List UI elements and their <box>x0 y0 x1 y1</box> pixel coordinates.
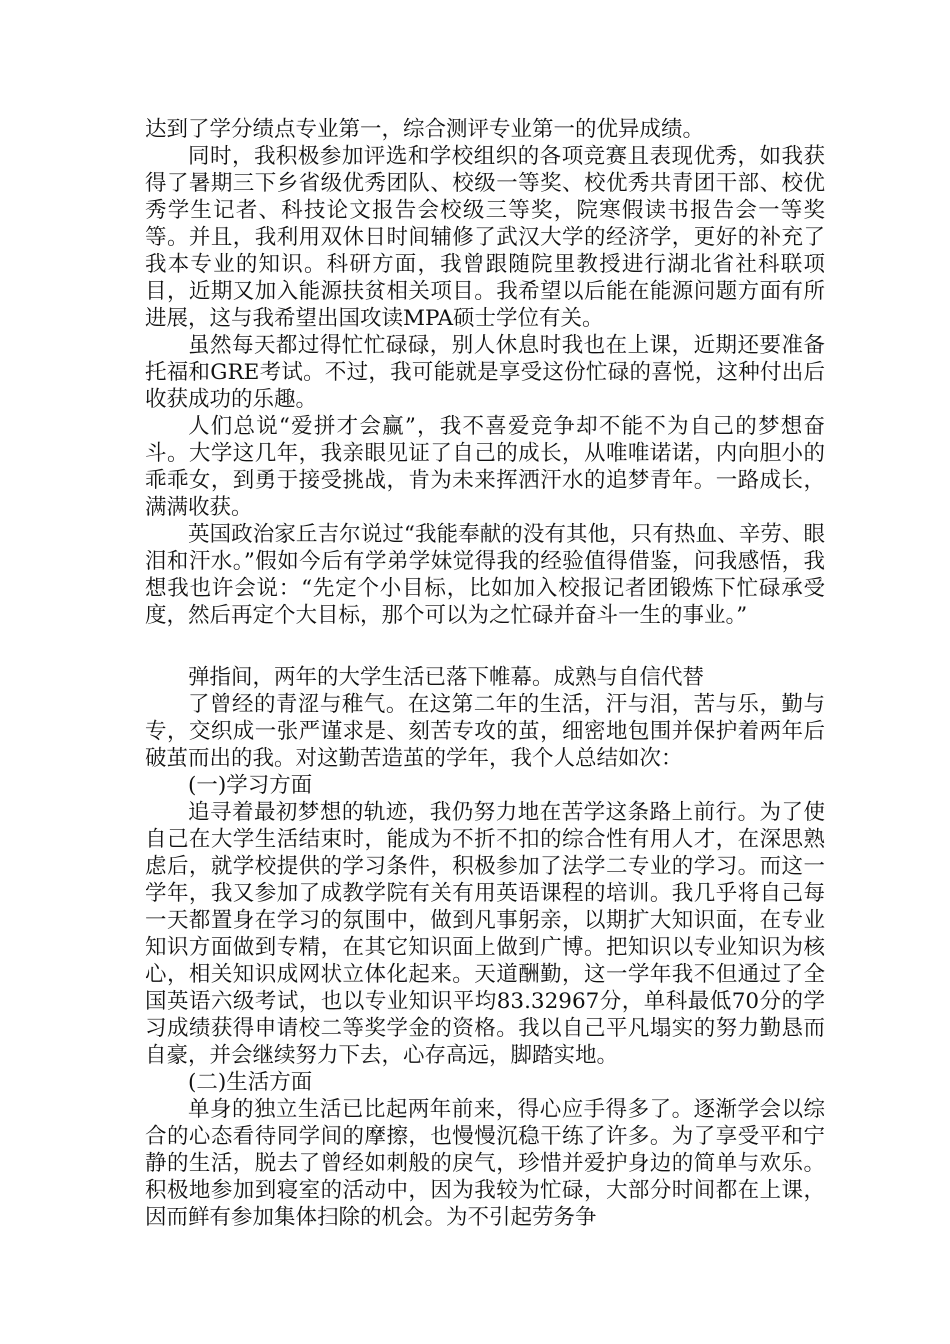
paragraph-busy-life: 虽然每天都过得忙忙碌碌，别人休息时我也在上课，近期还要准备托福和GRE考试。不过，我可能就是享受这份忙碌的喜悦，这种付出后收获成功的乐趣。 <box>145 333 825 412</box>
intro-first-line: 弹指间，两年的大学生活已落下帷幕。成熟与自信代替 <box>188 665 705 690</box>
heading-study: (一)学习方面 <box>188 773 313 798</box>
paragraph-life: 单身的独立生活已比起两年前来，得心应手得多了。逐渐学会以综合的心态看待同学间的摩擦，也慢慢沉稳干练了许多。为了享受平和宁静的生活，脱去了曾经如刺般的戾气，珍惜并爱护身边的简单与欢乐。积极地参加到寝室的活动中，因为我较为忙碌，大部分时间都在上课，因而鲜有参加集体扫除的机会。为不引起劳务争 <box>145 1097 825 1230</box>
paragraph-continued: 达到了学分绩点专业第一，综合测评专业第一的优异成绩。 <box>145 117 705 142</box>
heading-life: (二)生活方面 <box>188 1070 313 1095</box>
paragraph-study: 追寻着最初梦想的轨迹，我仍努力地在苦学这条路上前行。为了使自己在大学生活结束时，能成为不折不扣的综合性有用人才，在深思熟虑后，就学校提供的学习条件，积极参加了法学二专业的学习。而这一学年，我又参加了成教学院有关有用英语课程的培训。我几乎将自己每一天都置身在学习的氛围中，做到凡事躬亲，以期扩大知识面，在专业知识方面做到专精，在其它知识面上做到广博。把知识以专业知识为核心，相关知识成网状立体化起来。天道酬勤，这一学年我不但通过了全国英语六级考试，也以专业知识平均83.32967分，单科最低70分的学习成绩获得申请校二等奖学金的资格。我以自己平凡塌实的努力勤恳而自豪，并会继续努力下去，心存高远，脚踏实地。 <box>145 800 825 1068</box>
intro-paragraph: 了曾经的青涩与稚气。在这第二年的生活，汗与泪，苦与乐，勤与专，交织成一张严谨求是、刻苦专攻的茧，细密地包围并保护着两年后破茧而出的我。对这勤苦造茧的学年，我个人总结如次： <box>145 692 825 771</box>
paragraph-churchill-quote: 英国政治家丘吉尔说过“我能奉献的没有其他，只有热血、辛劳、眼泪和汗水。”假如今后有学弟学妹觉得我的经验值得借鉴，问我感悟，我想我也许会说：“先定个小目标，比如加入校报记者团锻炼下忙碌承受度，然后再定个大目标，那个可以为之忙碌并奋斗一生的事业。” <box>145 522 825 628</box>
paragraph-awards: 同时，我积极参加评选和学校组织的各项竞赛且表现优秀，如我获得了暑期三下乡省级优秀团队、校级一等奖、校优秀共青团干部、校优秀学生记者、科技论文报告会校级三等奖，院寒假读书报告会一等奖等。并且，我利用双休日时间辅修了武汉大学的经济学，更好的补充了我本专业的知识。科研方面，我曾跟随院里教授进行湖北省社科联项目，近期又加入能源扶贫相关项目。我希望以后能在能源问题方面有所进展，这与我希望出国攻读MPA硕士学位有关。 <box>145 144 825 331</box>
text-section-2 <box>145 664 825 1231</box>
paragraph-growth: 人们总说“爱拼才会赢”，我不喜爱竞争却不能不为自己的梦想奋斗。大学这几年，我亲眼见证了自己的成长，从唯唯诺诺，内向胆小的乖乖女，到勇于接受挑战，肯为未来挥洒汗水的追梦青年。一路成长，满满收获。 <box>145 414 825 520</box>
text-section-1 <box>145 116 825 629</box>
